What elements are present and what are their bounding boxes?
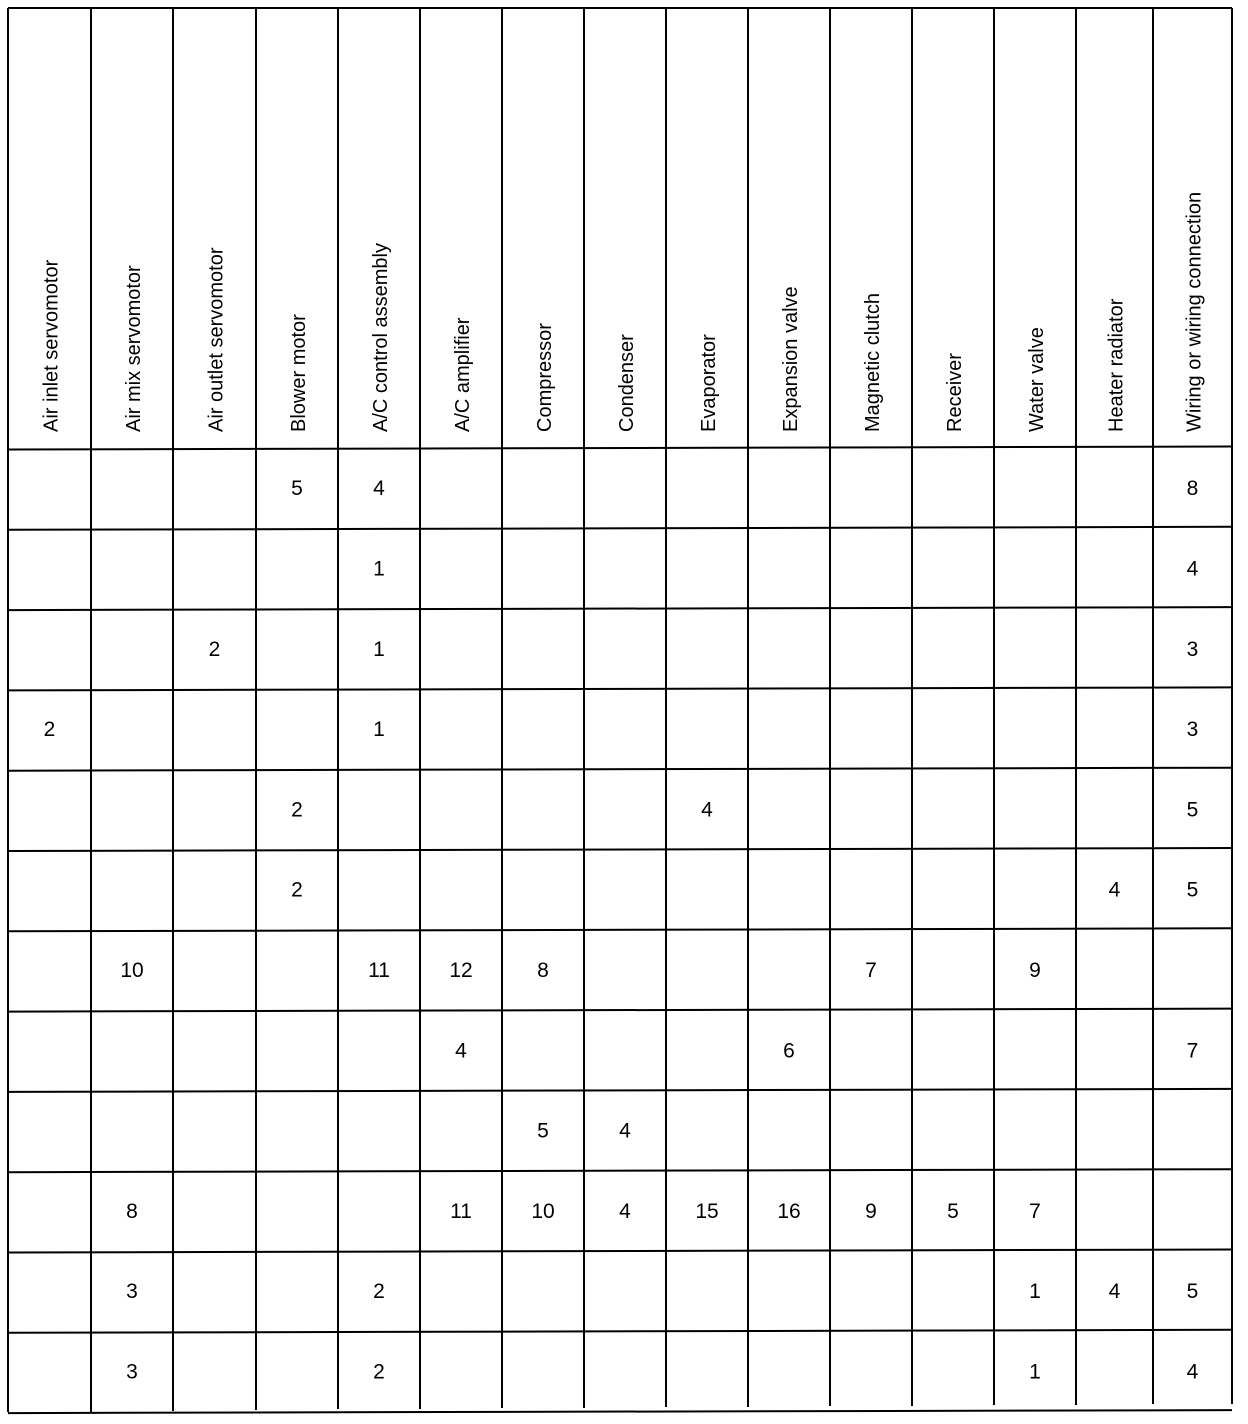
table-cell: 1 [1029,1280,1041,1304]
table-cell: 4 [1186,557,1199,581]
table-cell: 2 [373,1360,385,1384]
table-cell: 4 [1108,1280,1121,1304]
column-header-condenser: Condenser [616,334,638,432]
table-cell: 5 [291,477,303,501]
table-cell: 3 [126,1360,138,1384]
grid-line-horizontal [8,1089,1232,1092]
column-header-heater-radiator: Heater radiator [1105,298,1128,432]
table-cell: 4 [619,1119,631,1143]
table-cell: 2 [291,798,303,822]
table-cell: 1 [1029,1360,1041,1384]
table-cell: 5 [1186,1280,1199,1304]
table-cell: 2 [291,878,303,902]
table-cell: 4 [455,1039,467,1063]
table-cell: 8 [537,958,549,982]
column-header-a-c-amplifier: A/C amplifier [452,317,474,432]
table-cell: 11 [368,958,390,982]
table-cell: 10 [120,958,144,982]
table-cell: 9 [865,1199,877,1223]
table-cell: 7 [1186,1039,1199,1063]
table-cell: 1 [373,718,385,741]
column-header-blower-motor: Blower motor [288,314,310,432]
column-header-wiring-or-wiring-connection: Wiring or wiring connection [1183,191,1206,432]
table-cell: 2 [43,718,56,741]
table-cell: 1 [373,637,385,661]
grid-line-horizontal [8,1410,1232,1413]
grid-line-horizontal [8,527,1232,530]
table-cell: 5 [537,1119,549,1143]
grid-line-horizontal [8,768,1232,771]
column-header-compressor: Compressor [534,323,556,432]
table-cell: 3 [126,1280,138,1304]
column-header-magnetic-clutch: Magnetic clutch [862,293,884,432]
table-cell: 8 [1186,477,1199,501]
grid-line-horizontal [8,848,1232,851]
grid-line-horizontal [8,1169,1232,1172]
header-divider [8,447,1232,450]
column-header-evaporator: Evaporator [698,334,720,432]
table-cell: 3 [1186,637,1199,661]
grid-line-horizontal [8,607,1232,610]
table-cell: 4 [1108,878,1121,902]
table-cell: 4 [701,798,713,822]
column-header-water-valve: Water valve [1026,327,1048,432]
table-cell: 5 [1186,878,1199,902]
table-cell: 4 [1186,1360,1199,1384]
table-cell: 1 [373,557,385,581]
column-header-air-mix-servomotor: Air mix servomotor [123,265,145,432]
table-cell: 11 [450,1199,472,1223]
grid-line-horizontal [8,1250,1232,1253]
grid-line-horizontal [8,1330,1232,1333]
table-cell: 2 [208,637,221,661]
table-cell: 3 [1186,718,1199,741]
table-cell: 6 [783,1039,795,1063]
table-cell: 8 [126,1199,138,1223]
column-header-expansion-valve: Expansion valve [780,286,802,432]
table-cell: 15 [695,1199,719,1223]
table-cell: 7 [1029,1199,1041,1223]
table-cell: 12 [449,958,473,982]
table-cell: 9 [1029,958,1041,982]
table-cell: 7 [865,958,877,982]
table-cell: 5 [947,1199,959,1223]
table-cell: 2 [373,1280,385,1304]
grid-line-horizontal [8,928,1232,931]
grid-line-horizontal [8,687,1232,690]
table-cell: 4 [619,1199,631,1223]
column-header-a-c-control-assembly: A/C control assembly [370,243,392,432]
table-cell: 10 [531,1199,555,1223]
column-header-air-inlet-servomotor: Air inlet servomotor [40,259,63,432]
grid-line-horizontal [8,1009,1232,1012]
column-header-air-outlet-servomotor: Air outlet servomotor [205,247,228,432]
table-cell: 5 [1186,798,1199,822]
table-cell: 16 [777,1199,801,1223]
column-header-receiver: Receiver [944,353,966,432]
table-cell: 4 [373,477,385,501]
